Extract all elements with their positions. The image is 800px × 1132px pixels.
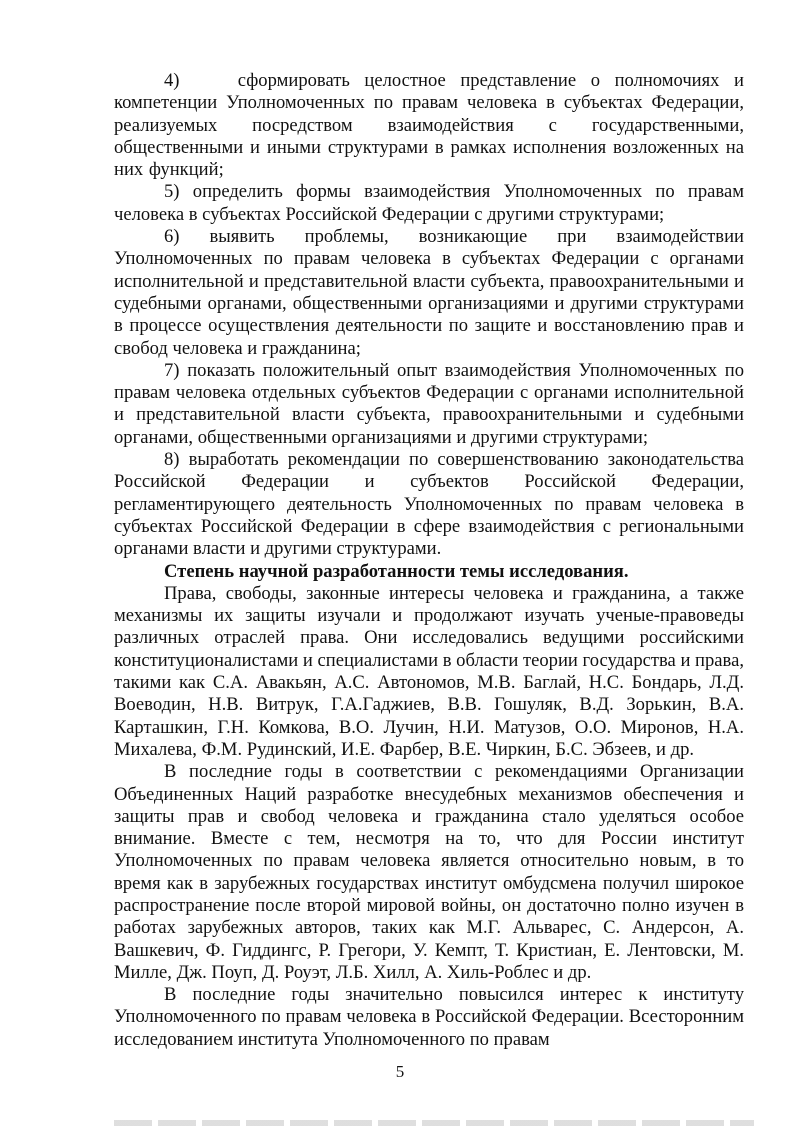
body-paragraph-recent-interest: В последние годы значительно повысился интерес к институту Уполномоченного по правам человека в Российской Федерации. Всесторонним исследованием института Уполномоченного по правам [114, 984, 744, 1050]
objective-7-paragraph: 7) показать положительный опыт взаимодействия Уполномоченных по правам человека отдельных субъектов Федерации с органами исполнительной и представительной власти субъекта, правоохранительными и судебными органами, общественными организациями и другими структурами; [114, 359, 744, 448]
page-number: 5 [395, 1062, 405, 1081]
document-page [114, 70, 744, 1051]
body-paragraph-scholars: Права, свободы, законные интересы человека и гражданина, а также механизмы их защиты изучали и продолжают изучать ученые-правоведы различных отраслей права. Они исследовались ведущими российскими конституционалистами и специалистами в области теории государства и права, такими как С.А. Авакьян, А.С. Автономов, М.В. Баглай, Н.С. Бондарь, Л.Д. Воеводин, Н.В. Витрук, Г.А.Гаджиев, В.В. Гошуляк, В.Д. Зорькин, В.А. Карташкин, Г.Н. Комкова, В.О. Лучин, Н.И. Матузов, О.О. Миронов, Н.А. Михалева, Ф.М. Рудинский, И.Е. Фарбер, В.Е. Чиркин, Б.С. Эбзеев, и др. [114, 582, 744, 760]
objective-8-paragraph: 8) выработать рекомендации по совершенствованию законодательства Российской Федерации и субъектов Российской Федерации, регламентирующего деятельность Уполномоченных по правам человека в субъектах Российской Федерации в сфере взаимодействия с региональными органами власти и другими структурами. [114, 449, 744, 560]
objective-6-paragraph: 6) выявить проблемы, возникающие при взаимодействии Уполномоченных по правам человека в субъектах Федерации с органами исполнительной и представительной власти субъекта, правоохранительными и судебными органами, общественными организациями и другими структурами в процессе осуществления деятельности по защите и восстановлению прав и свобод человека и гражданина; [114, 226, 744, 359]
scan-artifact-line [114, 1120, 754, 1126]
section-heading: Степень научной разработанности темы исследования. [164, 560, 629, 582]
objective-5-paragraph: 5) определить формы взаимодействия Уполномоченных по правам человека в субъектах Российской Федерации с другими структурами; [114, 181, 744, 225]
body-paragraph-foreign-authors: В последние годы в соответствии с рекомендациями Организации Объединенных Наций разработке внесудебных механизмов обеспечения и защиты прав и свобод человека и гражданина стало уделяться особое внимание. Вместе с тем, несмотря на то, что для России институт Уполномоченных по правам человека является относительно новым, в то время как в зарубежных государствах институт омбудсмена получил широкое распространение после второй мировой войны, он достаточно полно изучен в работах зарубежных авторов, таких как М.Г. Альварес, С. Андерсон, А. Вашкевич, Ф. Гиддингс, Р. Грегори, У. Кемпт, Т. Кристиан, Е. Лентовски, М. Милле, Дж. Поуп, Д. Роуэт, Л.Б. Хилл, А. Хиль-Роблес и др. [114, 761, 744, 983]
objective-4-paragraph: 4) сформировать целостное представление о полномочиях и компетенции Уполномоченных по правам человека в субъектах Федерации, реализуемых посредством взаимодействия с государственными, общественными и иными структурами в рамках исполнения возложенных на них функций; [114, 70, 744, 181]
